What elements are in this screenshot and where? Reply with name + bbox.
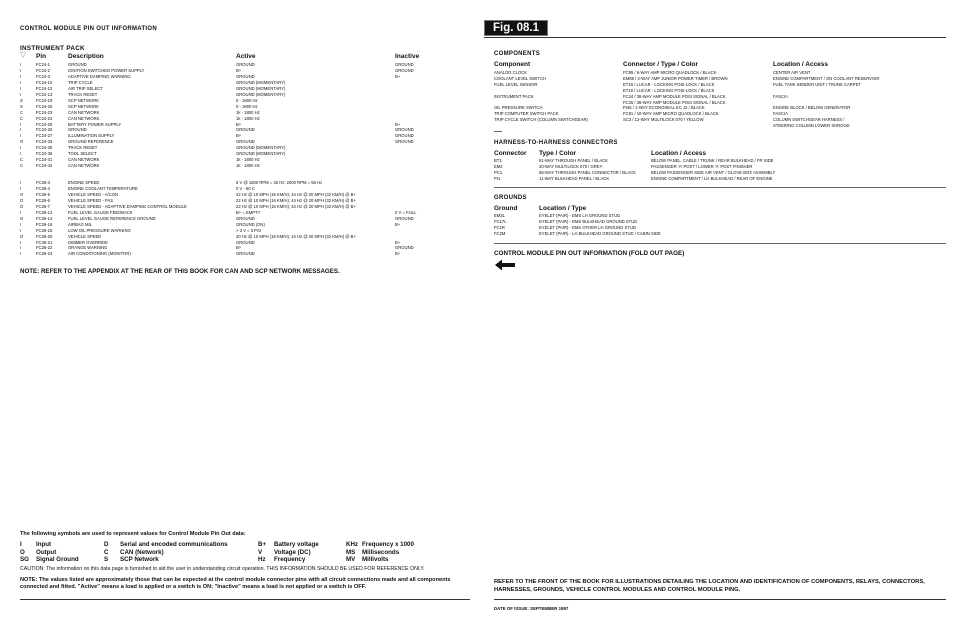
col-inactive: Inactive: [395, 53, 420, 60]
pin-io: O: [20, 215, 24, 221]
pin-inactive: GROUND: [395, 133, 414, 139]
symbol-entry: [258, 549, 311, 556]
pin-description: ADAPTIVE DAMPING WARNING: [68, 73, 131, 79]
pin-active: GROUND: [236, 239, 255, 245]
pin-description: BATTERY POWER SUPPLY: [68, 121, 122, 127]
symbol-key: V: [258, 548, 263, 556]
pin-active: B+: [236, 67, 242, 73]
connector-location: ENGINE COMPARTMENT / LH BULKHEAD / REAR OF ENGINE: [651, 175, 773, 181]
symbol-entry: [20, 549, 56, 556]
pin-io: I: [20, 180, 22, 185]
pin-id: FC24-24: [36, 115, 53, 121]
pin-io: O: [20, 233, 24, 239]
components-col-b: Connector / Type / Color: [623, 61, 698, 68]
pin-id: FC24-13: [36, 91, 53, 97]
pin-active: GROUND: [236, 139, 255, 145]
connector-id: EM2: [494, 163, 503, 169]
harness-rule: [494, 187, 946, 188]
component-connector: SC3 / 12-WAY MULTILOCK 070 / YELLOW: [623, 117, 704, 123]
pin-description: SCP NETWORK: [68, 103, 100, 109]
pin-io: I: [20, 251, 22, 257]
pin-description: GROUND: [68, 62, 87, 67]
pin-io: I: [20, 145, 22, 151]
symbol-entry: [258, 556, 305, 563]
pin-io: C: [20, 157, 24, 163]
ground-location: EYELET (PAIR) - EMS OTHER LH GROUND STUD: [539, 224, 636, 230]
pin-io: I: [20, 239, 22, 245]
components-title: COMPONENTS: [494, 51, 541, 57]
symbol-key: MS: [346, 548, 356, 556]
pin-description: GROUND: [68, 127, 87, 133]
pin-active: GROUND (MOMENTARY): [236, 85, 286, 91]
pin-id: FC26-13: [36, 209, 53, 215]
connector-id: BT1: [494, 158, 502, 163]
pin-description: AIRBAG MIL: [68, 221, 92, 227]
component-name: COOLANT LEVEL SWITCH: [494, 75, 546, 81]
component-location: FASCIA: [773, 93, 788, 99]
pin-description: TRIP CYCLE: [68, 79, 93, 85]
pin-io: O: [20, 191, 24, 197]
pin-id: FC24-25: [36, 121, 53, 127]
connector-type: 56-WAY THROUGH PANEL CONNECTOR / BLACK: [539, 169, 637, 175]
pin-description: VEHICLE SPEED: [68, 233, 102, 239]
component-name: FUEL LEVEL SENSOR: [494, 81, 538, 87]
pin-active: 5 V @ 1600 RPM = 45 Hz; 2000 RPM = 55 Hz: [236, 180, 323, 185]
pin-id: FC24-10: [36, 79, 53, 85]
component-name: OIL PRESSURE SWITCH: [494, 105, 543, 111]
pin-io: I: [20, 73, 22, 79]
symbol-meaning: Serial and encoded communications: [120, 541, 228, 548]
ground-id: FC17L: [494, 218, 507, 224]
pin-io: O: [20, 203, 24, 209]
footer-rule-right: [494, 599, 946, 600]
component-location: ENGINE BLOCK / BELOW GENERATOR: [773, 105, 851, 111]
pin-description: VEHICLE SPEED - A/CON: [68, 191, 119, 197]
component-connector: FC24 / 36-WAY AMP MODULE POSI SIGNAL / BLACK: [623, 93, 726, 99]
symbol-entry: [346, 541, 414, 548]
pin-id: FC24-35: [36, 145, 53, 151]
symbol-entry: [104, 556, 159, 563]
pin-active: 22 Hz @ 10 MPH (16 KM/H); 44 Hz @ 20 MPH (32 KM/H) @ B+: [236, 191, 356, 197]
pin-active: B+ = EMPTY: [236, 209, 261, 215]
pin-active: 1k - 1800 Hz: [236, 109, 260, 115]
pin-io: O: [20, 197, 24, 203]
check-icon: ▽: [20, 50, 27, 59]
ground-location: EYELET (PAIR) - EMS LH GROUND STUD: [539, 213, 621, 218]
symbol-entry: [104, 541, 228, 548]
component-location: FASCIA: [773, 111, 788, 117]
pin-id: FC26-18: [36, 227, 53, 233]
symbol-meaning: Output: [36, 548, 57, 556]
pin-active: 1k - 1800 Hz: [236, 157, 260, 163]
pin-active: GROUND: [236, 251, 255, 257]
grounds-table: [494, 213, 944, 239]
pin-io: I: [20, 62, 22, 67]
pin-active: B+: [236, 121, 242, 127]
ground-id: FC1R: [494, 224, 505, 230]
pin-active: 0 - 1800 Hz: [236, 97, 258, 103]
pin-description: ENGINE SPEED: [68, 180, 100, 185]
pin-id: FC26-6: [36, 197, 50, 203]
footer-rule-left: [20, 599, 470, 600]
symbol-key: I: [20, 541, 22, 548]
network-note: NOTE: REFER TO THE APPENDIX AT THE REAR OF THIS BOOK FOR CAN AND SCP NETWORK MESSAGES.: [20, 268, 340, 275]
pin-id: FC24-33: [36, 139, 53, 145]
pin-active: GROUND: [236, 215, 255, 221]
symbol-entry: [258, 541, 319, 548]
pin-description: SCP NETWORK: [68, 97, 100, 103]
pin-inactive: B+: [395, 251, 401, 257]
symbol-entry: [346, 556, 388, 563]
pin-inactive: GROUND: [395, 139, 414, 145]
grounds-col-b: Location / Type: [539, 205, 587, 212]
pin-inactive: GROUND: [395, 62, 414, 67]
symbol-meaning: CAN (Network): [120, 548, 164, 556]
pin-id: FC26-5: [36, 191, 50, 197]
pin-id: FC26-7: [36, 203, 50, 209]
pin-description: CAN NETWORK: [68, 157, 100, 163]
pin-active: GROUND (ON): [236, 221, 265, 227]
pin-id: FC26-24: [36, 251, 53, 257]
pin-id: FC24-26: [36, 127, 53, 133]
pin-id: FC24-27: [36, 133, 53, 139]
pin-io: I: [20, 121, 22, 127]
pin-inactive: GROUND: [395, 127, 414, 133]
pin-inactive: GROUND: [395, 67, 414, 73]
pin-inactive: B+: [395, 221, 401, 227]
pin-table-2: [20, 180, 440, 264]
pin-active: 22 Hz @ 10 MPH (16 KM/H); 44 Hz @ 20 MPH (32 KM/H) @ B+: [236, 197, 356, 203]
symbol-meaning: Frequency: [274, 556, 306, 564]
symbol-meaning: Signal Ground: [36, 556, 79, 564]
pin-active: GROUND: [236, 127, 255, 133]
connector-location: PASSENGER 'A' POST / LOWER 'A' POST FINISHER: [651, 163, 753, 169]
pin-io: C: [20, 115, 24, 121]
ground-location: EYELET (PAIR) - EMS BULKHEAD GROUND STUD: [539, 218, 638, 224]
pin-io: O: [20, 139, 24, 145]
pin-active: GROUND (MOMENTARY): [236, 151, 286, 157]
pin-id: FC24-36: [36, 151, 53, 157]
pin-active: 1k - 1800 Hz: [236, 115, 260, 121]
symbol-entry: [104, 549, 164, 556]
pin-active: GROUND (MOMENTARY): [236, 145, 286, 151]
pin-io: C: [20, 109, 24, 115]
pin-id: FC24-20: [36, 103, 53, 109]
symbol-meaning: Voltage (DC): [274, 548, 311, 556]
section-title: INSTRUMENT PACK: [20, 45, 85, 52]
pin-inactive: GROUND: [395, 245, 414, 251]
pin-active: 0 V - 60 C: [236, 185, 255, 191]
components-rule: [494, 131, 502, 132]
pin-description: FUEL LEVEL GAUGE REFERENCE GROUND: [68, 215, 156, 221]
pin-id: FC24-2: [36, 67, 50, 73]
pin-io: I: [20, 227, 22, 233]
symbol-entry: [20, 556, 79, 563]
left-arrow-icon[interactable]: [494, 258, 516, 270]
grounds-col-a: Ground: [494, 205, 518, 212]
harness-table: [494, 158, 944, 184]
pin-inactive: B+: [395, 73, 401, 79]
ground-id: FC2M: [494, 230, 506, 236]
pin-active: B+: [236, 133, 242, 139]
symbol-entry: [20, 541, 51, 548]
harness-title: HARNESS-TO-HARNESS CONNECTORS: [494, 140, 618, 146]
pin-description: VEHICLE SPEED - PAS: [68, 197, 114, 203]
pin-description: CAN NETWORK: [68, 115, 100, 121]
pin-description: AIR CONDITIONING (MONITOR): [68, 251, 131, 257]
pin-description: ILLUMINATION SUPPLY: [68, 133, 115, 139]
pin-inactive: 0 V = FULL: [395, 209, 417, 215]
pin-description: CAN NETWORK: [68, 109, 100, 115]
pin-active: 1k - 1800 Hz: [236, 163, 260, 169]
symbol-key: D: [104, 541, 109, 548]
pin-inactive: GROUND: [395, 215, 414, 221]
symbol-key: KHz: [346, 541, 359, 548]
symbols-legend: [20, 541, 460, 565]
symbol-key: SG: [20, 556, 29, 564]
pin-id: FC24-12: [36, 85, 53, 91]
pin-id: FC26-22: [36, 245, 53, 251]
pin-active: GROUND: [236, 62, 255, 67]
pin-id: FC26-3: [36, 180, 50, 185]
pin-inactive: B+: [395, 239, 401, 245]
pin-io: I: [20, 151, 22, 157]
pin-table-1: [20, 62, 440, 172]
pin-id: FC26-20: [36, 233, 53, 239]
pin-io: I: [20, 67, 22, 73]
pin-description: AIR TRIP SELECT: [68, 85, 103, 91]
refer-note: REFER TO THE FRONT OF THE BOOK FOR ILLUSTRATIONS DETAILING THE LOCATION AND IDENTIFICATION OF COMPONENTS, RELAYS, CONNECTORS, HARNESSES, GROUNDS, VEHICLE CONTROL MODULES AND CONTROL MODULE PING.: [494, 579, 925, 593]
symbol-meaning: Millivolts: [362, 556, 389, 564]
connector-id: PI1: [494, 175, 501, 181]
connector-type: 11-WAY BULKHEAD PANEL / BLACK: [539, 175, 610, 181]
col-description: Description: [68, 53, 104, 60]
pin-id: FC24-23: [36, 109, 53, 115]
harness-col-a: Connector: [494, 150, 527, 157]
component-connector: ET18 / LUCAR - LOCKING POSI-LOCK / BLACK: [623, 81, 715, 87]
pin-id: FC26-4: [36, 185, 50, 191]
pin-id: FC24-19: [36, 97, 53, 103]
pin-description: IGNITION SWITCHED POWER SUPPLY: [68, 67, 145, 73]
pin-io: I: [20, 79, 22, 85]
values-note: NOTE: The values listed are approximately those that can be expected at the control module connector pins with all circuit connections made and all components connected and fitted. "Active" means a load is applied or a switch is ON; "Inactive" means a load is not applied or a switch is OFF.: [20, 577, 451, 590]
pin-description: DIMMER OVERRIDE: [68, 239, 109, 245]
pin-io: I: [20, 209, 22, 215]
pin-id: FC26-16: [36, 221, 53, 227]
pin-description: TOOL SELECT: [68, 151, 97, 157]
page-title: CONTROL MODULE PIN OUT INFORMATION: [20, 26, 157, 32]
symbol-meaning: Battery voltage: [274, 541, 319, 548]
pin-io: I: [20, 133, 22, 139]
symbol-key: O: [20, 548, 25, 556]
symbol-key: C: [104, 548, 109, 556]
component-connector: PI45 / 1-WAY ECONOSEAL EC J2 / BLACK: [623, 105, 705, 111]
pin-io: C: [20, 163, 24, 169]
pin-io: S: [20, 97, 23, 103]
pin-id: FC24-3: [36, 73, 50, 79]
pin-id: FC24-1: [36, 62, 50, 67]
component-name: INSTRUMENT PACK: [494, 93, 534, 99]
connector-id: PC1: [494, 169, 503, 175]
pin-io: I: [20, 91, 22, 97]
pin-description: VEHICLE SPEED - ADAPTIVE DAMPING CONTROL MODULE: [68, 203, 187, 209]
components-col-c: Location / Access: [773, 61, 829, 68]
pin-io: I: [20, 221, 22, 227]
harness-col-c: Location / Access: [651, 150, 707, 157]
symbol-meaning: Frequency x 1000: [362, 541, 414, 548]
pin-active: B+: [236, 245, 242, 251]
col-active: Active: [236, 53, 256, 60]
symbol-key: B+: [258, 541, 267, 548]
pin-active: > 3 V = 3 PSI: [236, 227, 261, 233]
component-connector: EM88 / 3-WAY AMP JUNIOR POWER TIMER / BROWN: [623, 75, 728, 81]
component-connector: FC91 / 10-WAY AMP MICRO QUADLOCK / BLACK: [623, 111, 719, 117]
component-name: ANALOG CLOCK: [494, 70, 528, 75]
pin-description: FUEL LEVEL GAUGE FEEDBACK: [68, 209, 133, 215]
issue-date: DATE OF ISSUE: SEPTEMBER 1997: [494, 606, 569, 611]
pin-description: ORANGE WARNING: [68, 245, 108, 251]
connector-location: BELOW PASSENGER SIDE AIR VENT / GLOVE BOX ASSEMBLY: [651, 169, 776, 175]
pin-description: TRACK RESET: [68, 91, 98, 97]
pin-inactive: B+: [395, 121, 401, 127]
component-name: TRIP COMPUTER SWITCH PACK: [494, 111, 559, 117]
pin-io: I: [20, 245, 22, 251]
ground-location: EYELET (PAIR) - LH BULKHEAD GROUND STUD / CABIN SIDE: [539, 230, 661, 236]
symbols-intro: The following symbols are used to represent values for Control Module Pin Out data:: [20, 531, 246, 537]
pin-id: FC26-14: [36, 215, 53, 221]
component-connector: FC89 / 6-WAY AMP MICRO QUADLOCK / BLACK: [623, 70, 717, 75]
pin-active: 20 Hz @ 10 MPH (16 KM/H); 44 Hz @ 20 MPH (32 KM/H) @ B+: [236, 233, 356, 239]
pin-active: 0 - 1800 Hz: [236, 103, 258, 109]
symbol-meaning: SCP Network: [120, 556, 159, 564]
pin-id: FC24-42: [36, 163, 53, 169]
grounds-rule: [494, 243, 946, 244]
pin-io: S: [20, 103, 23, 109]
symbol-meaning: Input: [36, 541, 52, 548]
component-location: ENGINE COMPARTMENT / ON COOLANT RESERVOIR: [773, 75, 880, 81]
pin-id: FC24-41: [36, 157, 53, 163]
component-connector: FC25 / 36-WAY AMP MODULE POSI SIGNAL / BLACK: [623, 99, 726, 105]
components-table: [494, 70, 944, 130]
component-location: STEERING COLUMN LOWER SHROUD: [773, 123, 850, 129]
components-col-a: Component: [494, 61, 531, 68]
pin-description: ENGINE COOLANT TEMPERATURE: [68, 185, 138, 191]
connector-location: BELOW PANEL, CABLE / TRUNK / REAR BULKHEAD / FR SIDE: [651, 158, 774, 163]
header-rule: [484, 37, 946, 38]
pin-active: GROUND (MOMENTARY): [236, 79, 286, 85]
pin-io: I: [20, 185, 22, 191]
pin-description: LOW OIL PRESSURE WARNING: [68, 227, 131, 233]
harness-col-b: Type / Color: [539, 150, 577, 157]
component-location: FUEL TANK SENDER UNIT / TRUNK CARPET: [773, 81, 861, 87]
symbol-key: Hz: [258, 556, 266, 564]
pin-id: FC26-21: [36, 239, 53, 245]
pin-description: GROUND REFERENCE: [68, 139, 114, 145]
connector-type: 81-WAY THROUGH PANEL / BLACK: [539, 158, 608, 163]
grounds-title: GROUNDS: [494, 195, 527, 201]
foldout-title: CONTROL MODULE PIN OUT INFORMATION (FOLD OUT PAGE): [494, 250, 685, 257]
component-name: TRIP CYCLE SWITCH (COLUMN SWITCHGEAR): [494, 117, 588, 123]
symbol-meaning: Milliseconds: [362, 548, 400, 556]
pin-io: I: [20, 85, 22, 91]
col-pin: Pin: [36, 53, 47, 60]
pin-active: GROUND (MOMENTARY): [236, 91, 286, 97]
ground-id: EM3L: [494, 213, 505, 218]
symbol-entry: [346, 549, 399, 556]
pin-io: I: [20, 127, 22, 133]
connector-type: 20-WAY MULTILOCK 070 / GREY: [539, 163, 603, 169]
symbol-key: S: [104, 556, 109, 564]
symbol-key: MV: [346, 556, 356, 564]
figure-label: Fig. 08.1: [484, 20, 548, 36]
pin-description: TRACK RESET: [68, 145, 98, 151]
pin-active: GROUND: [236, 73, 255, 79]
component-location: COLUMN SWITCHGEAR HARNESS /: [773, 117, 845, 123]
pin-description: CAN NETWORK: [68, 163, 100, 169]
component-connector: ET19 / LUCAR - LOCKING POSI-LOCK / BLACK: [623, 87, 715, 93]
pin-active: 22 Hz @ 10 MPH (16 KM/H); 44 Hz @ 20 MPH (32 KM/H) @ B+: [236, 203, 356, 209]
component-location: CENTER AIR VENT: [773, 70, 811, 75]
caution-text: CAUTION: The information on this data page is furnished to aid the user in understanding circuit operation. THIS INFORMATION SHOULD BE USED FOR REFERENCE ONLY.: [20, 566, 425, 572]
